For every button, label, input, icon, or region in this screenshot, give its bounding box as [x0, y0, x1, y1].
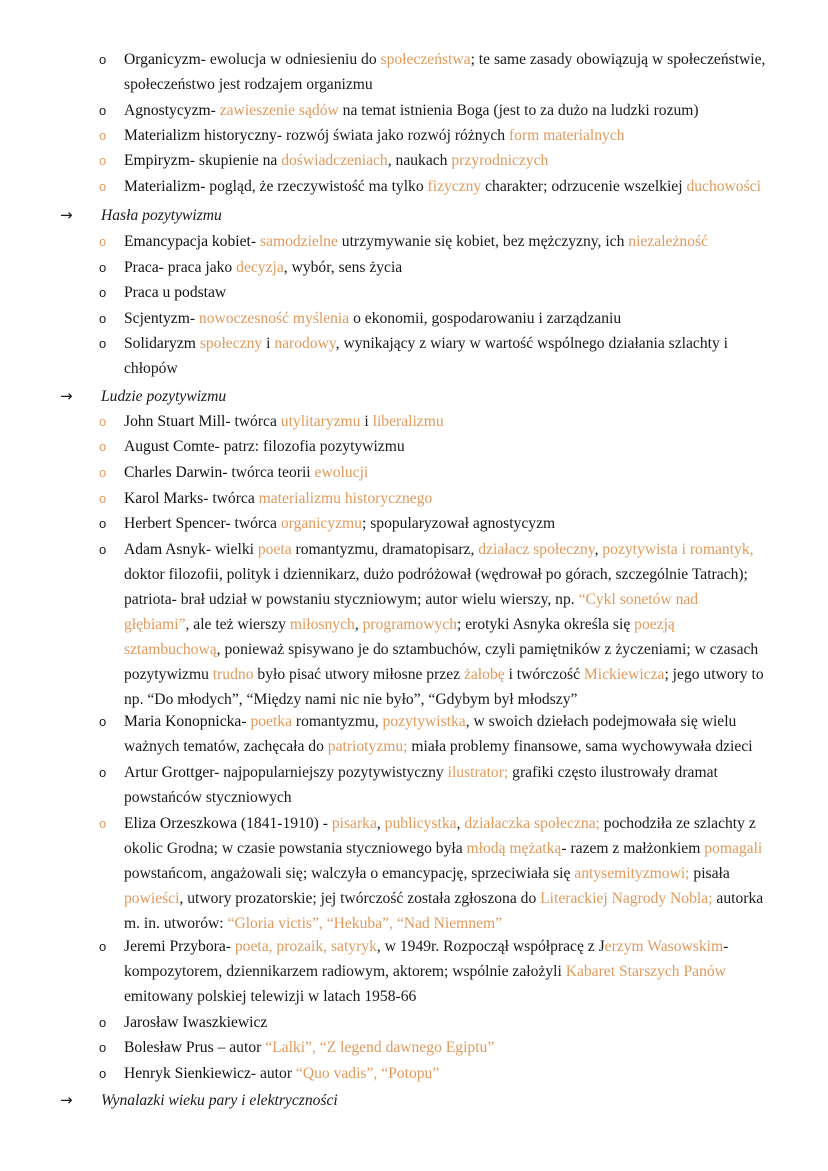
highlight-text: Mickiewicza — [583, 666, 665, 683]
list-item-line — [124, 331, 776, 356]
section-heading: Hasła pozytywizmu — [101, 207, 222, 224]
body-text: pozytywizmu — [124, 666, 213, 683]
highlight-text: trudno — [212, 666, 254, 683]
term-text: Maria Konopnicka — [124, 713, 242, 730]
term-text: Agnostycyzm — [124, 102, 211, 119]
term-text: Praca — [124, 259, 159, 276]
body-text: - patrz: filozofia pozytywizmu — [214, 438, 405, 455]
list-item-line — [124, 709, 776, 734]
body-text: - rozwój świata jako rozwój różnych — [276, 127, 509, 144]
body-text: miała problemy finansowe, sama wychowywała dzieci — [407, 738, 753, 755]
term-text: Solidaryzm — [124, 335, 196, 352]
bullet-icon: o — [99, 179, 107, 194]
highlight-text: “Lalki”, “Z legend dawnego Egiptu” — [265, 1039, 495, 1056]
highlight-text: programowych — [362, 616, 458, 633]
body-text: – autor — [213, 1039, 266, 1056]
list-item-line — [124, 123, 776, 148]
body-text: - praca jako — [158, 259, 237, 276]
body-text: , — [376, 815, 385, 832]
highlight-text: decyzja — [236, 259, 284, 276]
term-text: August Comte — [124, 438, 215, 455]
body-text: , — [594, 541, 603, 558]
body-text: utrzymywanie się kobiet, bez mężczyzny, ich — [337, 233, 629, 250]
highlight-text: poeta — [257, 541, 292, 558]
body-text: , wynikający z wiary w wartość wspólnego działania szlachty i — [335, 335, 728, 352]
highlight-text: erzym Wasowskim — [604, 938, 724, 955]
section-heading: Ludzie pozytywizmu — [101, 388, 227, 405]
body-text: , ale też wierszy — [185, 616, 290, 633]
term-text: Karol Marks — [124, 490, 204, 507]
term-text: Materializm historyczny — [124, 127, 277, 144]
bullet-icon: o — [99, 103, 107, 118]
highlight-text: utylitaryzmu — [280, 413, 361, 430]
highlight-text: pomagali — [704, 840, 763, 857]
body-text: romantyzmu, — [292, 713, 383, 730]
term-text: Adam Asnyk — [124, 541, 206, 558]
list-item-line — [124, 98, 776, 123]
bullet-icon: o — [99, 491, 107, 506]
body-text: ważnych tematów, zachęcała do — [124, 738, 328, 755]
list-item-line — [124, 434, 776, 459]
highlight-text: pozytywistka — [382, 713, 466, 730]
body-text: - skupienie na — [189, 152, 282, 169]
body-text: kompozytorem, dziennikarzem radiowym, aktorem; wspólnie założyli — [124, 963, 566, 980]
body-text: , wybór, sens życia — [283, 259, 403, 276]
body-text: i — [262, 335, 275, 352]
body-text: , — [456, 815, 465, 832]
body-text: ; spopularyzował agnostycyzm — [361, 515, 556, 532]
arrow-icon: → — [60, 206, 73, 224]
body-text: , — [354, 616, 363, 633]
body-text: - twórca teorii — [222, 464, 315, 481]
term-text: Herbert Spencer — [124, 515, 226, 532]
term-text: Bolesław Prus — [124, 1039, 214, 1056]
body-text: , utwory prozatorskie; jej twórczość została zgłoszona do — [179, 890, 541, 907]
list-item-line — [124, 148, 776, 173]
body-text: - — [189, 310, 199, 327]
highlight-text: niezależność — [628, 233, 708, 250]
body-text: ; jego utwory to — [664, 666, 764, 683]
highlight-text: przyrodniczych — [451, 152, 549, 169]
body-text: doktor filozofii, polityk i dziennikarz, dużo podróżował (wędrował po górach, szczególnie Tatrach); — [124, 566, 748, 583]
highlight-text: żałobę — [463, 666, 505, 683]
highlight-text: organicyzmu — [280, 515, 362, 532]
term-text: Charles Darwin — [124, 464, 223, 481]
list-item-line — [124, 760, 776, 785]
list-item-line — [124, 911, 776, 936]
list-item-line — [124, 959, 776, 984]
highlight-text: pozytywista i romantyk, — [602, 541, 754, 558]
bullet-icon: o — [99, 285, 107, 300]
highlight-text: poetka — [250, 713, 293, 730]
highlight-text: Literackiej Nagrody Nobla; — [540, 890, 713, 907]
highlight-text: działaczka społeczna; — [464, 815, 600, 832]
body-text: powstańcom, angażowali się; walczyła o emancypację, sprzeciwiała się — [124, 865, 575, 882]
highlight-text: patriotyzmu; — [327, 738, 408, 755]
term-text: Scjentyzm — [124, 310, 190, 327]
list-item-line — [124, 280, 776, 305]
bullet-icon: o — [99, 1015, 107, 1030]
term-text: Henryk Sienkiewicz — [124, 1065, 251, 1082]
bullet-icon: o — [99, 336, 107, 351]
body-text: chłopów — [124, 360, 178, 377]
body-text: i — [360, 413, 373, 430]
list-item-line — [124, 486, 776, 511]
body-text: - — [210, 102, 220, 119]
highlight-text: duchowości — [686, 178, 761, 195]
term-text: Artur Grottger — [124, 764, 215, 781]
list-item-line — [124, 886, 776, 911]
term-text: Organicyzm — [124, 51, 201, 68]
highlight-text: działacz społeczny — [478, 541, 595, 558]
list-item-line — [124, 537, 776, 562]
highlight-text: społeczny — [199, 335, 263, 352]
highlight-text: ewolucji — [314, 464, 369, 481]
body-text: - twórca — [203, 490, 259, 507]
highlight-text: materializmu historycznego — [258, 490, 433, 507]
term-text: Praca u podstaw — [124, 284, 227, 301]
body-text: , w 1949r. Rozpoczął współpracę z J — [376, 938, 605, 955]
term-text: Materializm — [124, 178, 201, 195]
highlight-text: ilustrator; — [447, 764, 509, 781]
list-item-line — [124, 1061, 776, 1086]
body-text: - — [225, 938, 235, 955]
body-text: - — [723, 938, 729, 955]
term-text: Emancypacja kobiet — [124, 233, 251, 250]
list-item-line — [124, 409, 776, 434]
term-text: Jeremi Przybora — [124, 938, 226, 955]
highlight-text: poeta, prozaik, satyryk — [234, 938, 377, 955]
body-text: społeczeństwo jest rodzajem organizmu — [124, 76, 373, 93]
bullet-icon: o — [99, 542, 107, 557]
highlight-text: sztambuchową — [124, 641, 217, 658]
body-text: - najpopularniejszy pozytywistyczny — [214, 764, 448, 781]
body-text: - twórca — [225, 413, 281, 430]
body-text: - — [241, 713, 251, 730]
body-text: powstańców styczniowych — [124, 789, 292, 806]
highlight-text: samodzielne — [259, 233, 338, 250]
bullet-icon: o — [99, 1066, 107, 1081]
highlight-text: “Cykl sonetów nad — [578, 591, 699, 608]
bullet-icon: o — [99, 1040, 107, 1055]
body-text: - razem z małżonkiem — [561, 840, 705, 857]
list-item-line — [124, 934, 776, 959]
body-text: - — [250, 233, 260, 250]
highlight-text: młodą mężatką — [466, 840, 562, 857]
highlight-text: miłosnych — [289, 616, 355, 633]
highlight-text: doświadczeniach — [281, 152, 388, 169]
body-text: - wielki — [205, 541, 258, 558]
list-item-line — [124, 229, 776, 254]
list-item-line — [124, 984, 776, 1009]
section-heading: Wynalazki wieku pary i elektryczności — [101, 1092, 338, 1109]
list-item-line — [124, 460, 776, 485]
bullet-icon: o — [99, 128, 107, 143]
highlight-text: Kabaret Starszych Panów — [565, 963, 726, 980]
highlight-text: poezją — [634, 616, 675, 633]
list-item-line — [124, 811, 776, 836]
body-text: emitowany polskiej telewizji w latach 1958-66 — [124, 988, 417, 1005]
highlight-text: społeczeństwa — [380, 51, 471, 68]
body-text: - pogląd, że rzeczywistość ma tylko — [200, 178, 428, 195]
body-text: pisała — [689, 865, 730, 882]
list-item-line — [124, 562, 776, 587]
list-item-line — [124, 662, 776, 687]
highlight-text: głębiami” — [124, 616, 186, 633]
list-item-line — [124, 785, 776, 810]
term-text: John Stuart Mill — [124, 413, 226, 430]
list-item-line — [124, 587, 776, 612]
highlight-text: antysemityzmowi; — [574, 865, 690, 882]
list-item-line — [124, 511, 776, 536]
bullet-icon: o — [99, 939, 107, 954]
list-item-line — [124, 637, 776, 662]
body-text: okolic Grodna; w czasie powstania styczniowego była — [124, 840, 467, 857]
highlight-text: “Gloria victis”, “Hekuba”, “Nad Niemnem” — [227, 915, 503, 932]
term-text: Jarosław Iwaszkiewicz — [124, 1014, 268, 1031]
body-text: i twórczość — [504, 666, 584, 683]
bullet-icon: o — [99, 52, 107, 67]
bullet-icon: o — [99, 311, 107, 326]
list-item-line — [124, 356, 776, 381]
term-text: Empiryzm — [124, 152, 190, 169]
body-text: ; erotyki Asnyka określa się — [457, 616, 635, 633]
list-item-line — [124, 72, 776, 97]
body-text: - twórca — [225, 515, 281, 532]
highlight-text: zawieszenie sądów — [219, 102, 339, 119]
bullet-icon: o — [99, 816, 107, 831]
arrow-icon: → — [60, 1091, 73, 1109]
body-text: na temat istnienia Boga (jest to za dużo na ludzki rozum) — [338, 102, 699, 119]
highlight-text: “Quo vadis”, “Potopu” — [295, 1065, 440, 1082]
highlight-text: form materialnych — [508, 127, 625, 144]
bullet-icon: o — [99, 153, 107, 168]
body-text: autorka — [712, 890, 764, 907]
list-item-line — [124, 255, 776, 280]
list-item-line — [124, 174, 776, 199]
body-text: romantyzmu, dramatopisarz, — [291, 541, 479, 558]
bullet-icon: o — [99, 414, 107, 429]
bullet-icon: o — [99, 260, 107, 275]
bullet-icon: o — [99, 516, 107, 531]
body-text: było pisać utwory miłosne przez — [253, 666, 464, 683]
body-text: m. in. utworów: — [124, 915, 228, 932]
highlight-text: pisarka — [331, 815, 377, 832]
list-item-line — [124, 1035, 776, 1060]
term-text: Eliza Orzeszkowa — [124, 815, 237, 832]
highlight-text: publicystka — [384, 815, 457, 832]
highlight-text: fizyczny — [427, 178, 482, 195]
body-text: grafiki często ilustrowały dramat — [508, 764, 718, 781]
list-item-line — [124, 306, 776, 331]
highlight-text: powieści — [124, 890, 180, 907]
body-text: , naukach — [387, 152, 452, 169]
body-text: , ponieważ spisywano je do sztambuchów, czyli pamiętników z życzeniami; w czasach — [216, 641, 759, 658]
list-item-line — [124, 836, 776, 861]
body-text: (1841-1910) - — [237, 815, 332, 832]
arrow-icon: → — [60, 387, 73, 405]
body-text: charakter; odrzucenie wszelkiej — [481, 178, 687, 195]
list-item-line — [124, 734, 776, 759]
body-text: o ekonomii, gospodarowaniu i zarządzaniu — [349, 310, 622, 327]
highlight-text: nowoczesność myślenia — [198, 310, 350, 327]
body-text: patriota- brał udział w powstaniu styczniowym; autor wielu wierszy, np. — [124, 591, 579, 608]
body-text: np. “Do młodych”, “Między nami nic nie było”, “Gdybym był młodszy” — [124, 691, 578, 708]
highlight-text: narodowy — [274, 335, 336, 352]
body-text: ; te same zasady obowiązują w społeczeństwie, — [470, 51, 766, 68]
list-item-line — [124, 47, 776, 72]
body-text: , w swoich dziełach podejmowała się wielu — [465, 713, 737, 730]
body-text: pochodziła ze szlachty z — [599, 815, 756, 832]
list-item-line — [124, 1010, 776, 1035]
body-text: - ewolucja w odniesieniu do — [200, 51, 381, 68]
bullet-icon: o — [99, 465, 107, 480]
highlight-text: liberalizmu — [372, 413, 444, 430]
bullet-icon: o — [99, 234, 107, 249]
bullet-icon: o — [99, 439, 107, 454]
body-text: - autor — [250, 1065, 296, 1082]
list-item-line — [124, 861, 776, 886]
bullet-icon: o — [99, 765, 107, 780]
list-item-line — [124, 612, 776, 637]
bullet-icon: o — [99, 714, 107, 729]
